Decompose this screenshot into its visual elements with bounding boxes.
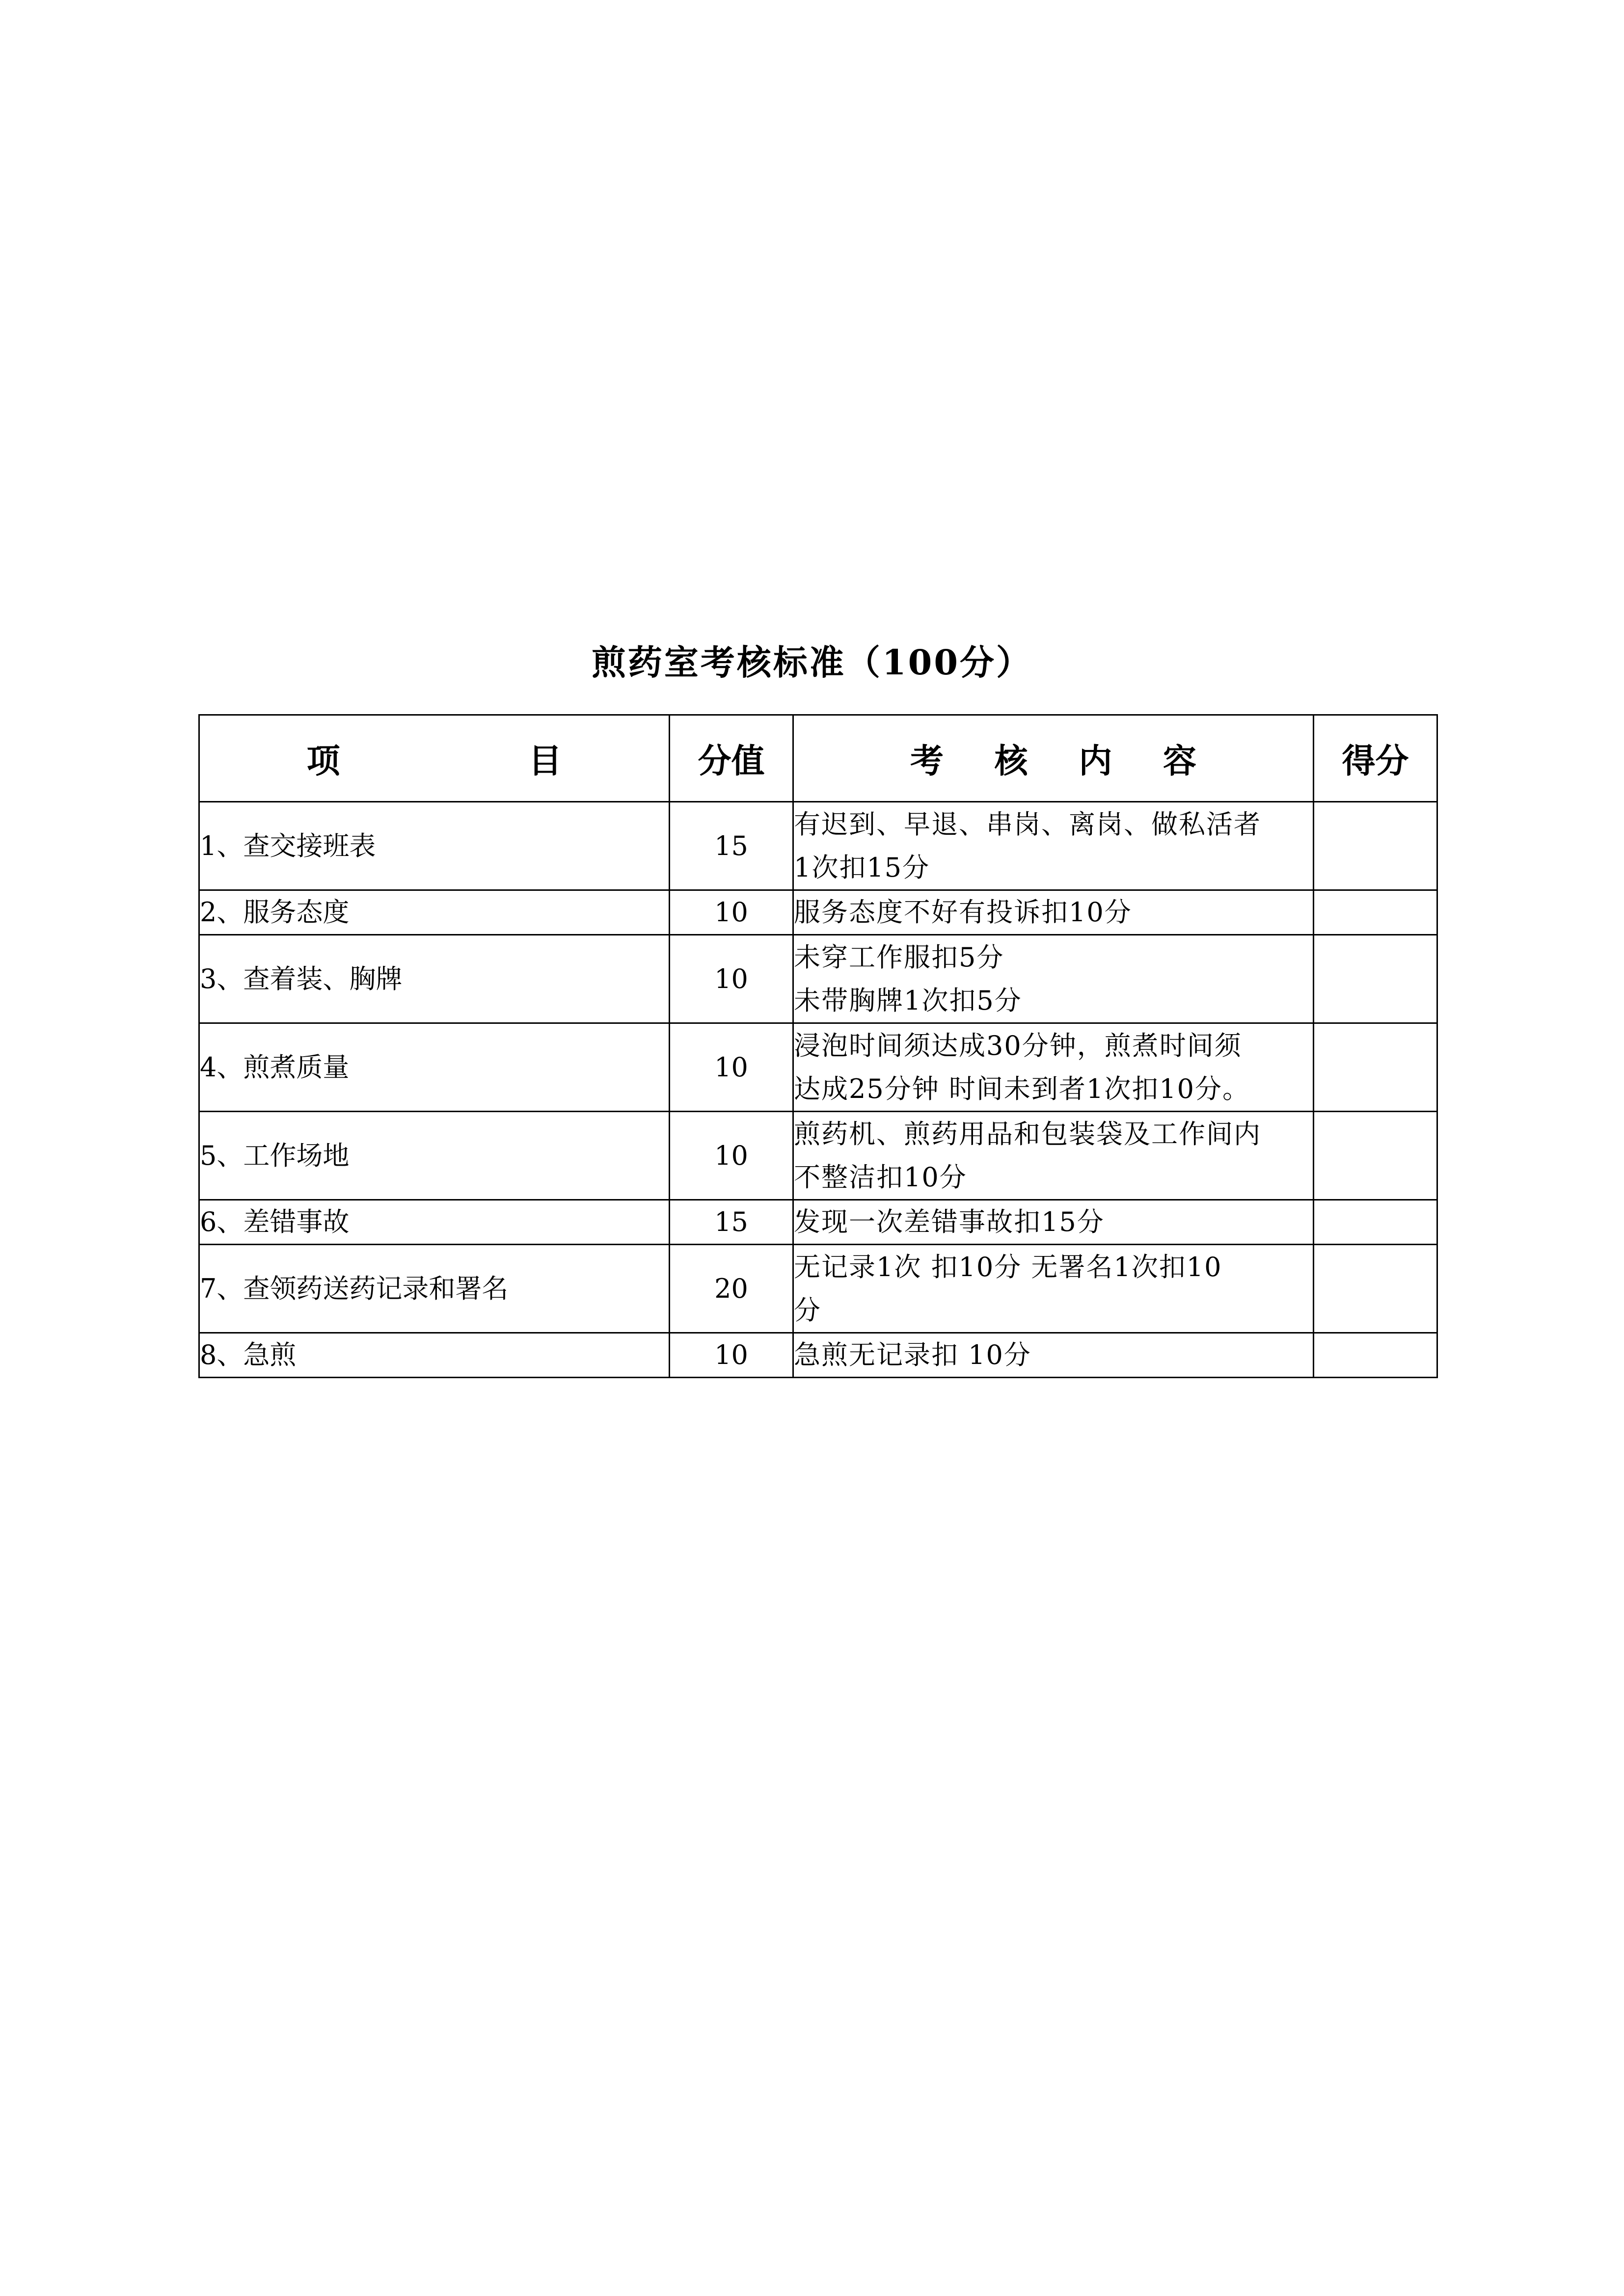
table-header-row: [199, 715, 1437, 802]
document-title: 煎药室考核标准（100分）: [591, 642, 1033, 683]
content-line: 急煎无记录扣 10分: [794, 1339, 1031, 1370]
item-cell: 5、工作场地: [199, 1112, 670, 1200]
score-cell: 10: [670, 935, 793, 1023]
item-cell: 8、急煎: [199, 1333, 670, 1378]
table-row: [199, 802, 1437, 890]
item-cell: 7、查领药送药记录和署名: [199, 1245, 670, 1333]
content-line: 不整洁扣10分: [794, 1161, 967, 1193]
points-cell: [1314, 1112, 1437, 1200]
points-cell: [1314, 1200, 1437, 1245]
item-cell: 6、差错事故: [199, 1200, 670, 1245]
content-cell: [793, 935, 1314, 1023]
content-cell: [793, 890, 1314, 935]
score-cell: 15: [670, 802, 793, 890]
header-score: 分值: [670, 715, 793, 802]
table-row: [199, 1245, 1437, 1333]
table-row: [199, 1112, 1437, 1200]
item-cell: 1、查交接班表: [199, 802, 670, 890]
content-line: 分: [794, 1294, 821, 1326]
content-line: 未带胸牌1次扣5分: [794, 985, 1022, 1016]
item-cell: 3、查着装、胸牌: [199, 935, 670, 1023]
points-cell: [1314, 1245, 1437, 1333]
points-cell: [1314, 802, 1437, 890]
table-row: [199, 1023, 1437, 1112]
item-cell: 2、服务态度: [199, 890, 670, 935]
score-cell: 15: [670, 1200, 793, 1245]
item-cell: 4、煎煮质量: [199, 1023, 670, 1112]
content-cell: [793, 1200, 1314, 1245]
content-line: 1次扣15分: [794, 852, 930, 883]
content-cell: [793, 1023, 1314, 1112]
content-cell: [793, 1112, 1314, 1200]
assessment-table: [198, 714, 1438, 1378]
content-cell: [793, 802, 1314, 890]
points-cell: [1314, 1333, 1437, 1378]
score-cell: 20: [670, 1245, 793, 1333]
content-cell: [793, 1333, 1314, 1378]
table-row: [199, 890, 1437, 935]
table-row: [199, 935, 1437, 1023]
content-line: 浸泡时间须达成30分钟，煎煮时间须: [794, 1030, 1242, 1061]
table-row: [199, 1200, 1437, 1245]
content-line: 无记录1次 扣10分 无署名1次扣10: [794, 1251, 1222, 1282]
content-cell: [793, 1245, 1314, 1333]
content-line: 服务态度不好有投诉扣10分: [794, 897, 1132, 928]
header-item: 项 目: [199, 715, 670, 802]
points-cell: [1314, 1023, 1437, 1112]
points-cell: [1314, 935, 1437, 1023]
content-line: 达成25分钟 时间未到者1次扣10分。: [794, 1073, 1250, 1104]
score-cell: 10: [670, 1112, 793, 1200]
content-line: 发现一次差错事故扣15分: [794, 1206, 1105, 1237]
content-line: 有迟到、早退、串岗、离岗、做私活者: [794, 808, 1261, 840]
score-cell: 10: [670, 1333, 793, 1378]
header-content: 考 核 内 容: [793, 715, 1314, 802]
header-points: 得分: [1314, 715, 1437, 802]
points-cell: [1314, 890, 1437, 935]
table-row: [199, 1333, 1437, 1378]
content-line: 煎药机、煎药用品和包装袋及工作间内: [794, 1118, 1261, 1149]
score-cell: 10: [670, 890, 793, 935]
content-line: 未穿工作服扣5分: [794, 941, 1004, 973]
score-cell: 10: [670, 1023, 793, 1112]
